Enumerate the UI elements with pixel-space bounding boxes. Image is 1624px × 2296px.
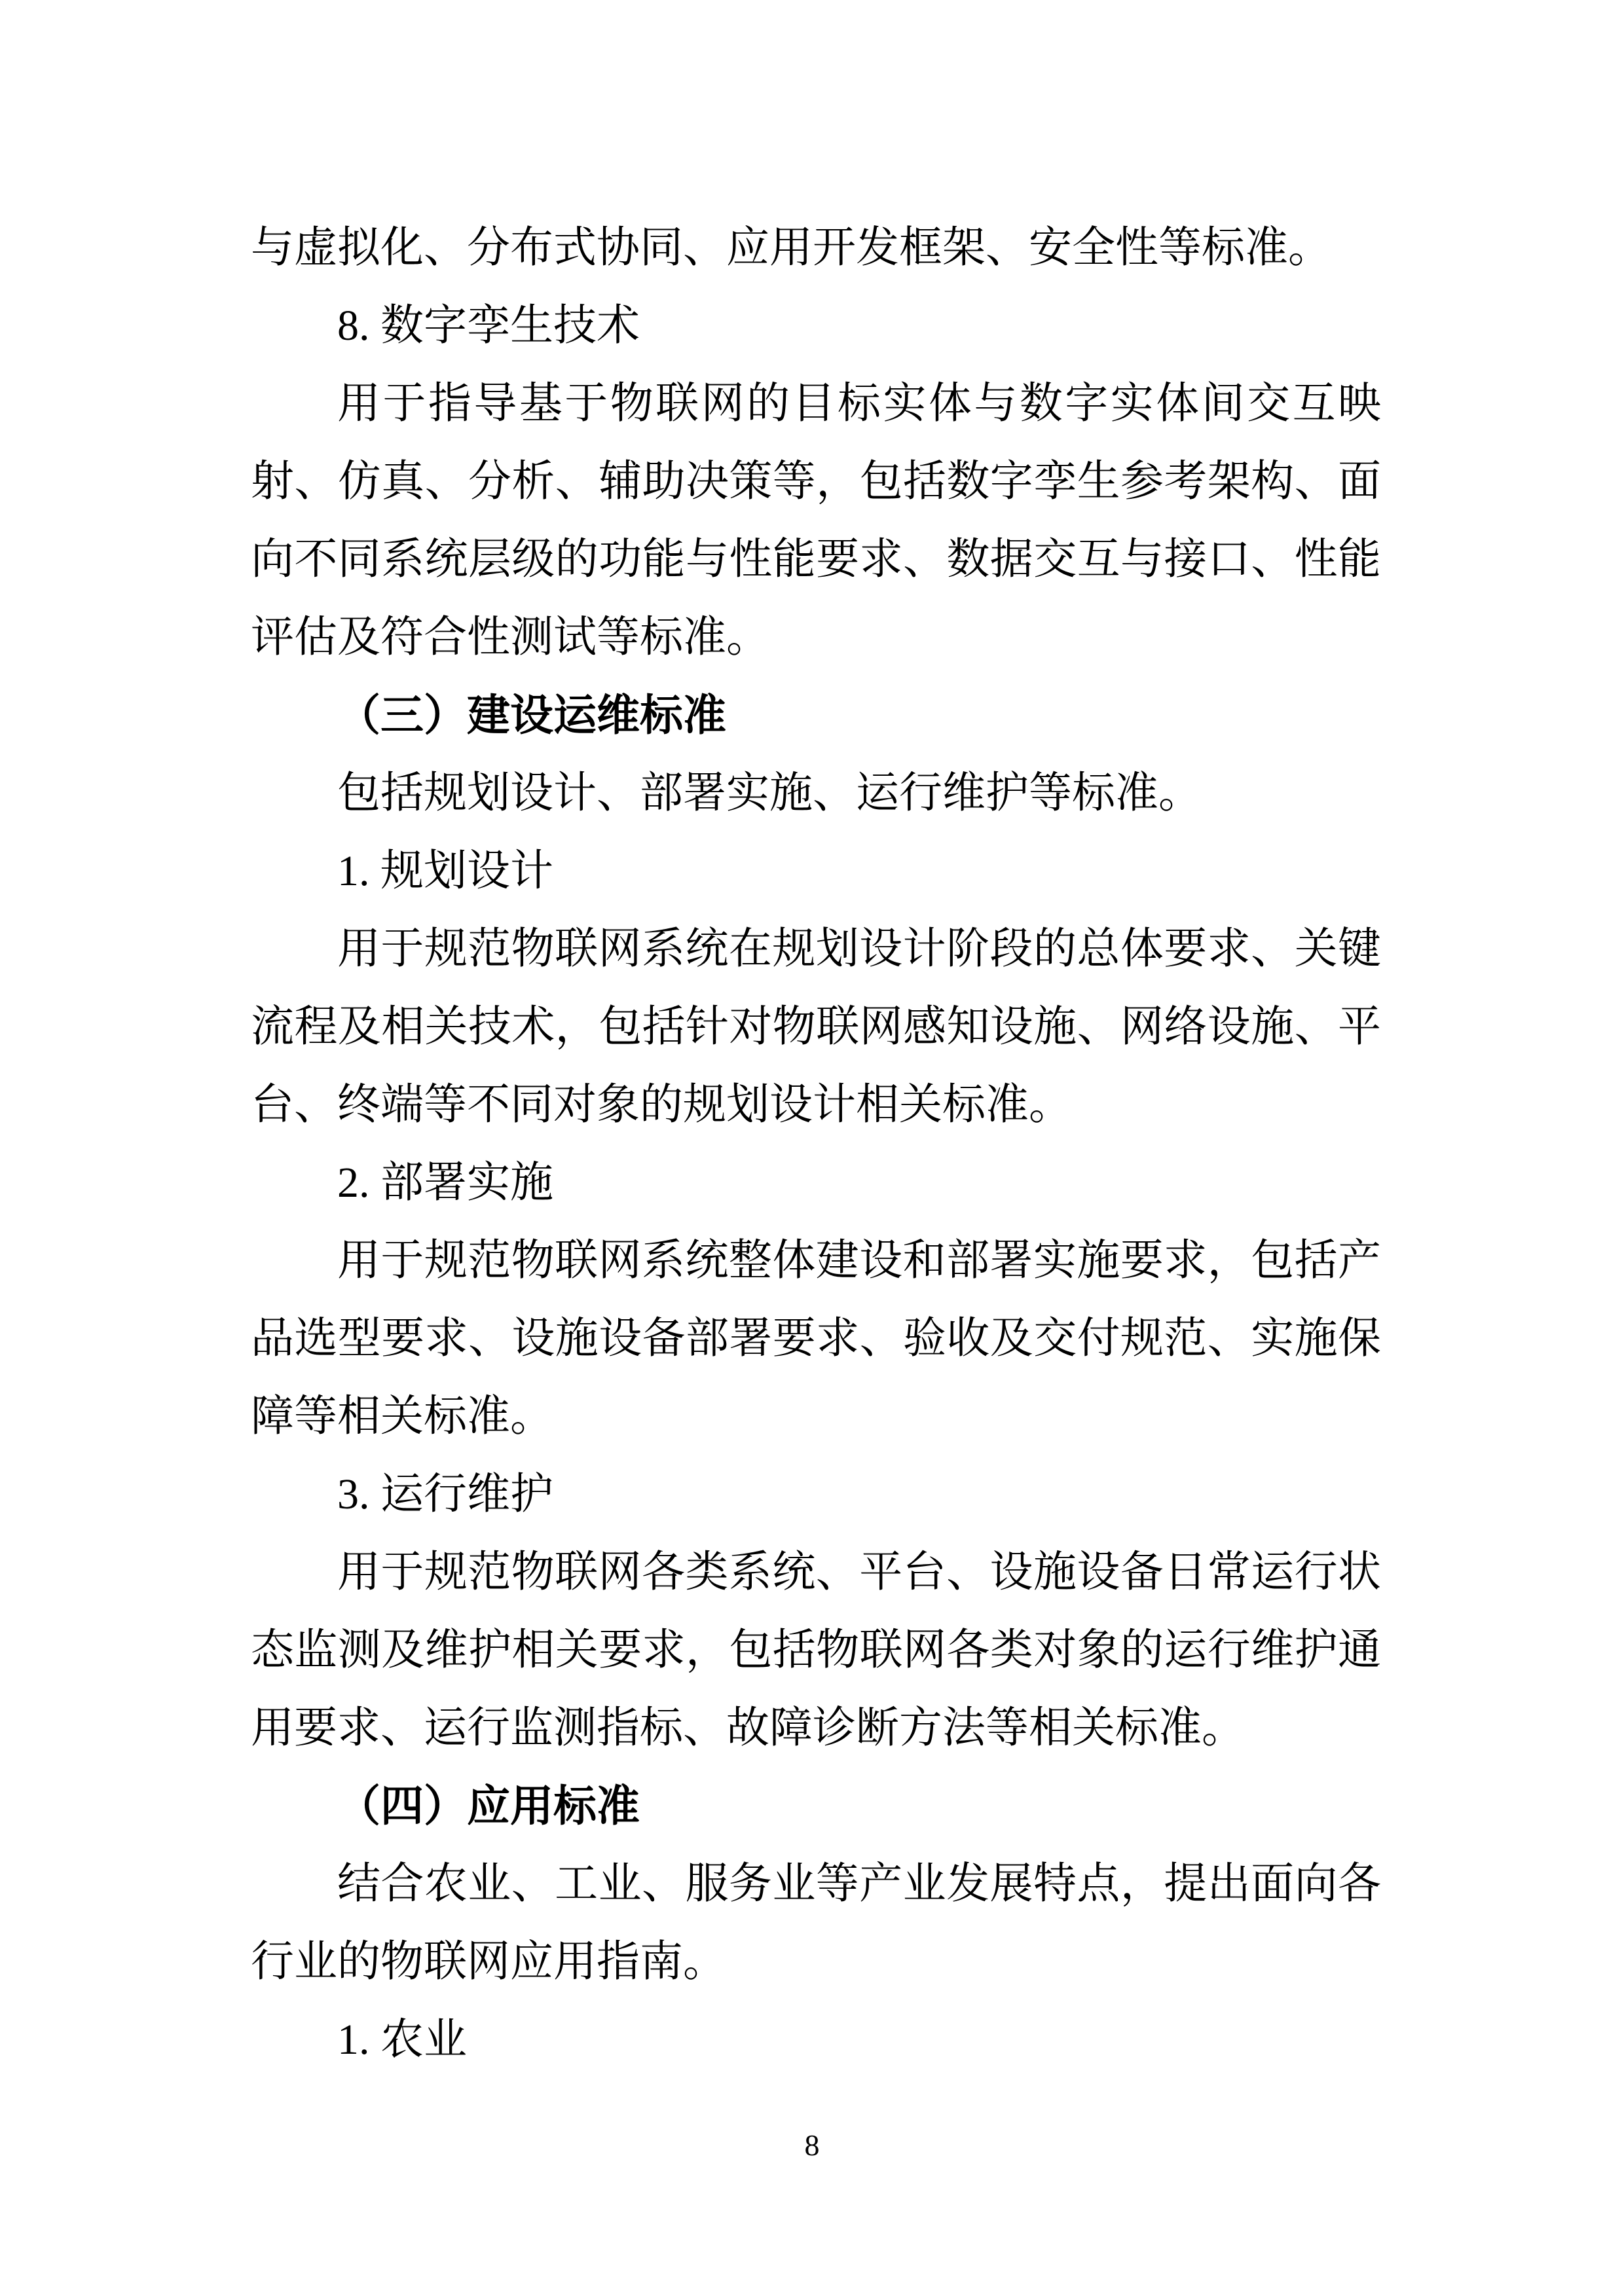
- text-line: （三）建设运维标准: [337, 691, 726, 739]
- text-line: 流程及相关技术，包括针对物联网感知设施、网络设施、平: [251, 1003, 1381, 1051]
- text-line: 用于规范物联网系统在规划设计阶段的总体要求、关键: [337, 925, 1381, 973]
- text-line: （四）应用标准: [337, 1781, 640, 1830]
- text-line: 结合农业、工业、服务业等产业发展特点，提出面向各: [337, 1860, 1381, 1908]
- text-line: 品选型要求、设施设备部署要求、验收及交付规范、实施保: [251, 1315, 1381, 1362]
- text-line: 3. 运行维护: [337, 1470, 553, 1518]
- text-line: 1. 规划设计: [337, 847, 553, 895]
- body-text: [251, 209, 1381, 2079]
- text-line: 向不同系统层级的功能与性能要求、数据交互与接口、性能: [251, 536, 1381, 583]
- text-line: 包括规划设计、部署实施、运行维护等标准。: [337, 769, 1202, 817]
- text-line: 态监测及维护相关要求，包括物联网各类对象的运行维护通: [251, 1626, 1381, 1674]
- text-line: 用于指导基于物联网的目标实体与数字实体间交互映: [337, 380, 1381, 428]
- text-line: 射、仿真、分析、辅助决策等，包括数字孪生参考架构、面: [251, 458, 1381, 505]
- text-line: 8. 数字孪生技术: [337, 302, 640, 350]
- text-line: 用于规范物联网系统整体建设和部署实施要求，包括产: [337, 1237, 1381, 1285]
- text-line: 用于规范物联网各类系统、平台、设施设备日常运行状: [337, 1548, 1381, 1596]
- text-line: 与虚拟化、分布式协同、应用开发框架、安全性等标准。: [251, 224, 1331, 272]
- text-line: 2. 部署实施: [337, 1159, 553, 1207]
- text-line: 台、终端等不同对象的规划设计相关标准。: [251, 1081, 1072, 1129]
- page-number: 8: [804, 2128, 820, 2162]
- text-line: 行业的物联网应用指南。: [251, 1938, 726, 1986]
- text-line: 障等相关标准。: [251, 1393, 553, 1440]
- text-line: 用要求、运行监测指标、故障诊断方法等相关标准。: [251, 1704, 1245, 1752]
- text-line: 1. 农业: [337, 2016, 467, 2064]
- text-line: 评估及符合性测试等标准。: [251, 613, 769, 661]
